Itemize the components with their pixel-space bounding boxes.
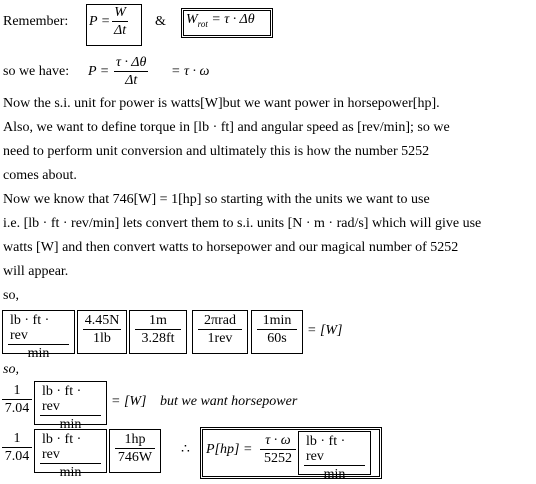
fraction-bar	[115, 448, 155, 449]
step3-coef	[2, 431, 32, 464]
conv-f1-num: lb · ft · rev	[10, 313, 50, 343]
final-lhs: P[hp] =	[206, 442, 253, 457]
fraction-bar	[83, 329, 121, 330]
power-den: Δt	[114, 23, 127, 38]
coef-num: 1	[13, 383, 21, 398]
ampersand: &	[155, 14, 166, 29]
conv-f3-den: 3.28ft	[141, 331, 175, 346]
fraction-bar	[2, 399, 32, 400]
fraction-bar	[112, 21, 128, 22]
power-num: W	[114, 5, 126, 20]
conv-f4	[198, 313, 242, 346]
paragraph2-line: i.e. [lb · ft · rev/min] lets convert them to s.i. units [N · m · rad/s] which will give use	[3, 216, 482, 231]
fraction-bar	[40, 415, 101, 416]
step3-f2-den: 746W	[117, 450, 153, 465]
swh-fraction	[114, 55, 148, 88]
swh-den: Δt	[125, 73, 138, 88]
remember-label: Remember:	[3, 14, 69, 29]
fraction-bar	[257, 329, 297, 330]
conv-f2-den: 1lb	[93, 331, 111, 346]
step2-result: = [W]	[111, 394, 147, 409]
power-lhs: P =	[89, 14, 111, 29]
coef-num: 1	[13, 431, 21, 446]
fraction-bar	[114, 71, 148, 72]
conv-f3-num: 1m	[149, 313, 167, 328]
conv-f5-den: 60s	[267, 331, 287, 346]
fraction-bar	[304, 465, 365, 466]
work-rhs: = τ · Δθ	[211, 12, 255, 27]
conv-f5-num: 1min	[262, 313, 292, 328]
therefore-symbol: ∴	[181, 442, 190, 457]
paragraph2-line: watts [W] and then convert watts to horsepower and our magical number of 5252	[3, 240, 459, 255]
step2-f1-den: min	[59, 417, 82, 432]
step3-f2	[115, 432, 155, 465]
so-label: so,	[3, 362, 19, 377]
final-num: τ · ω	[265, 433, 291, 448]
fraction-bar	[8, 344, 69, 345]
step3-f1	[40, 432, 101, 480]
conv-f1-den: min	[27, 346, 50, 361]
conv-f4-den: 1rev	[207, 331, 233, 346]
coef-den: 7.04	[4, 401, 30, 416]
paragraph1-line: Also, we want to define torque in [lb · ft] and angular speed as [rev/min]; so we	[3, 120, 450, 135]
final-unit-num: lb · ft · rev	[306, 434, 346, 464]
work-w: W	[186, 12, 198, 27]
paragraph2-line: Now we know that 746[W] = 1[hp] so starting with the units we want to use	[3, 192, 430, 207]
conv-f4-num: 2πrad	[204, 313, 236, 328]
step2-note: but we want horsepower	[160, 394, 298, 409]
final-unit-den: min	[323, 467, 346, 482]
swh-rhs: = τ · ω	[171, 64, 210, 79]
work-sub: rot	[197, 18, 208, 29]
fraction-bar	[2, 447, 32, 448]
final-unit	[304, 434, 365, 482]
conv-f2-num: 4.45N	[84, 313, 120, 328]
coef-den: 7.04	[4, 449, 30, 464]
step3-f1-num: lb · ft · rev	[42, 432, 82, 462]
step2-f1-num: lb · ft · rev	[42, 384, 82, 414]
fraction-bar	[40, 463, 101, 464]
conv-f5	[257, 313, 297, 346]
so-label: so,	[3, 288, 19, 303]
conv-f3	[135, 313, 181, 346]
conv-f1	[8, 313, 69, 361]
fraction-bar	[135, 329, 181, 330]
final-fraction	[260, 433, 296, 466]
fraction-bar	[260, 449, 296, 450]
paragraph1-line: need to perform unit conversion and ultimately this is how the number 5252	[3, 144, 430, 159]
so-we-have-label: so we have:	[3, 64, 70, 79]
conv-f2	[83, 313, 121, 346]
swh-num: τ · Δθ	[116, 55, 147, 70]
paragraph1-line: Now the s.i. unit for power is watts[W]but we want power in horsepower[hp].	[3, 96, 440, 111]
step3-f1-den: min	[59, 465, 82, 480]
step2-coef	[2, 383, 32, 416]
swh-lhs: P =	[88, 64, 110, 79]
paragraph1-line: comes about.	[3, 168, 77, 183]
power-fraction	[112, 5, 128, 38]
fraction-bar	[198, 329, 242, 330]
step2-f1	[40, 384, 101, 432]
work-formula	[186, 12, 255, 32]
conv-result: = [W]	[307, 323, 343, 338]
step3-f2-num: 1hp	[124, 432, 146, 447]
paragraph2-line: will appear.	[3, 264, 69, 279]
final-den: 5252	[264, 451, 292, 466]
